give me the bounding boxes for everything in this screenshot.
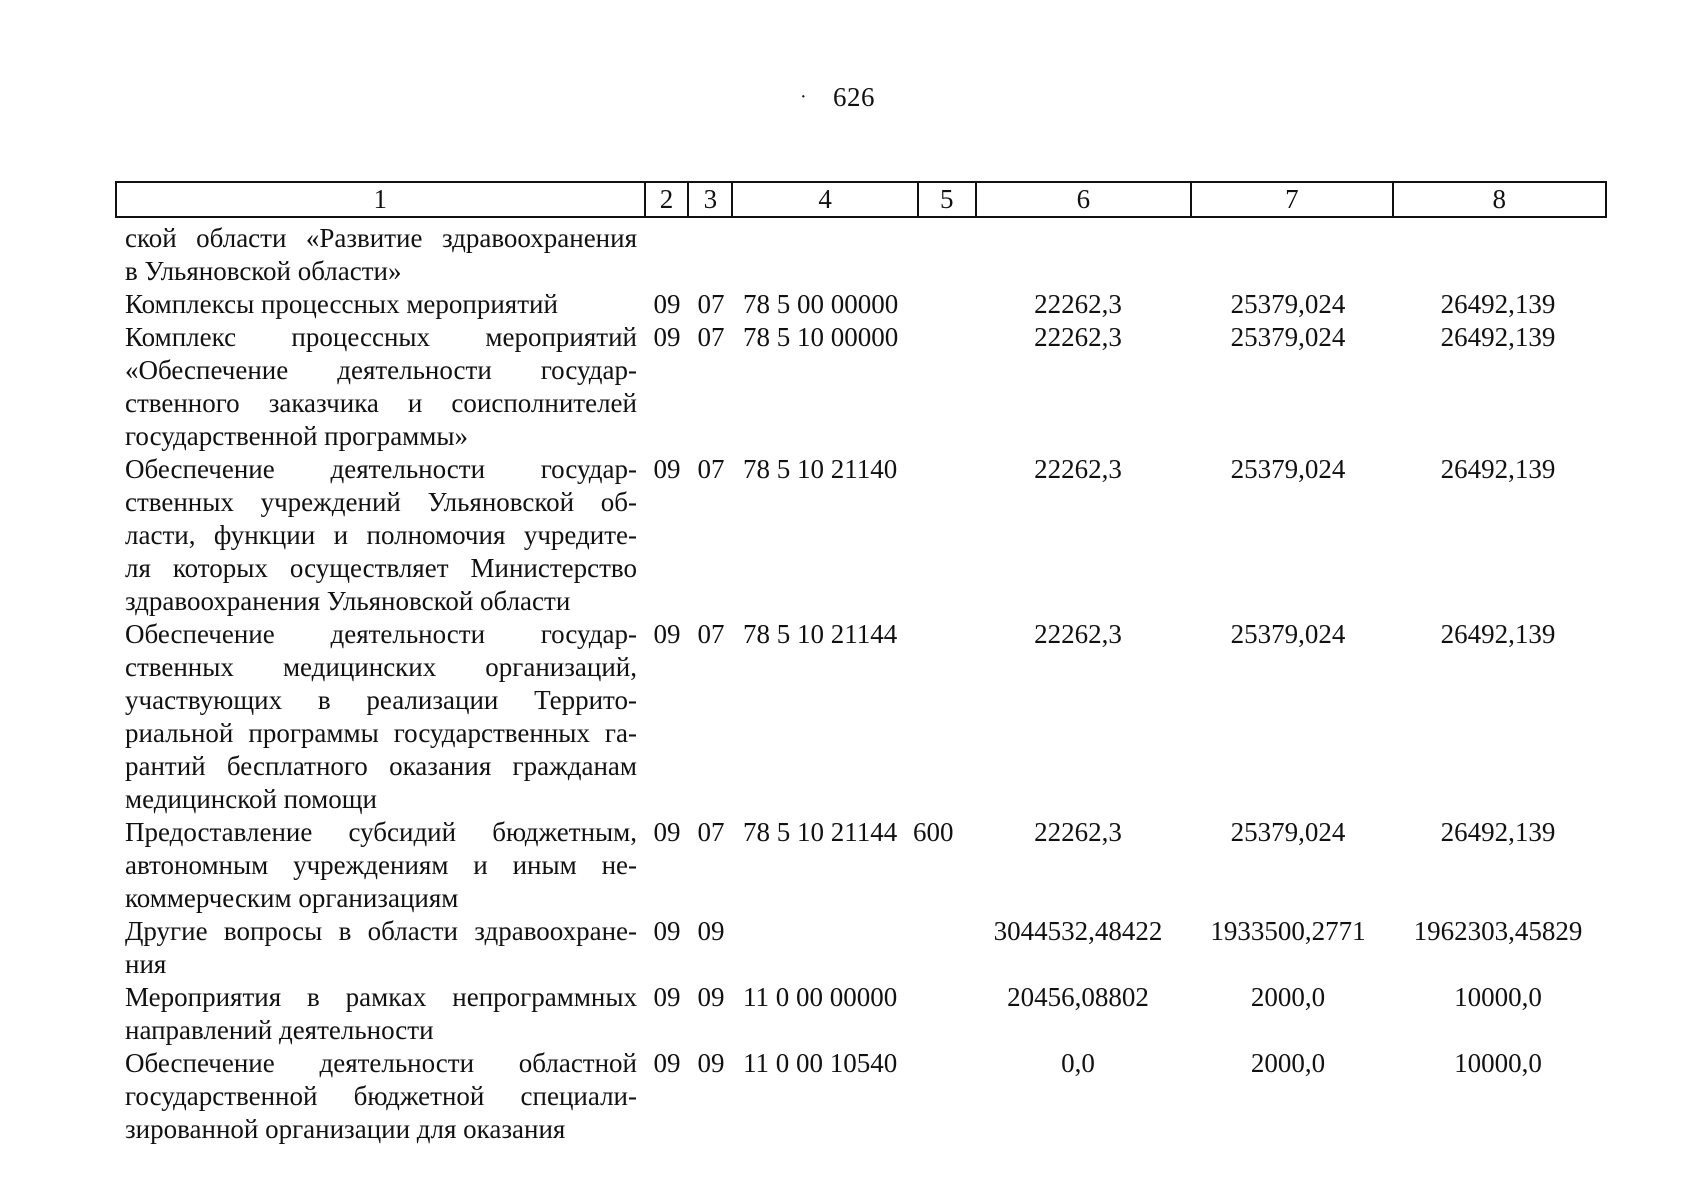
row-name-line: ля которых осуществляет Министерство (125, 553, 637, 583)
subsection-code: 07 (697, 454, 725, 484)
row-name-line: медицинской помощи (125, 784, 377, 814)
row-name-line: Предоставление субсидий бюджетным, (125, 817, 637, 847)
row-name-line: в Ульяновской области» (125, 256, 402, 286)
row-name-line: Комплекс процессных мероприятий (125, 322, 637, 352)
row-name-line: ственных медицинских организаций, (125, 652, 637, 682)
table-row (125, 816, 1615, 915)
amount-col-6: 0,0 (1061, 1048, 1095, 1078)
amount-col-6: 3044532,48422 (993, 916, 1163, 946)
section-code: 09 (653, 916, 681, 946)
row-name (125, 915, 645, 981)
target-article-code: 11 0 00 00000 (743, 982, 898, 1012)
header-col-6: 6 (977, 183, 1192, 216)
row-name (125, 321, 645, 453)
table-row (125, 1047, 1615, 1146)
row-name (125, 288, 645, 321)
amount-col-8: 26492,139 (1440, 454, 1556, 484)
section-code: 09 (653, 454, 681, 484)
target-article-code: 78 5 10 21140 (743, 454, 898, 484)
table-header (115, 181, 1607, 218)
section-code: 09 (653, 289, 681, 319)
target-article-code: 78 5 00 00000 (743, 289, 899, 319)
header-col-4: 4 (733, 183, 919, 216)
target-article-code: 78 5 10 21144 (743, 817, 898, 847)
row-name-line: рантий бесплатного оказания гражданам (125, 751, 637, 781)
row-name-line: Обеспечение деятельности областной (125, 1048, 637, 1078)
row-name-line: участвующих в реализации Террито- (125, 685, 637, 715)
amount-col-7: 1933500,2771 (1210, 916, 1366, 946)
amount-col-6: 22262,3 (1034, 817, 1122, 847)
page-number-dot: · (800, 86, 808, 108)
row-name (125, 816, 645, 915)
amount-col-7: 25379,024 (1230, 454, 1346, 484)
subsection-code: 07 (697, 322, 725, 352)
amount-col-8: 26492,139 (1440, 322, 1556, 352)
amount-col-6: 22262,3 (1034, 619, 1122, 649)
target-article-code: 11 0 00 10540 (743, 1048, 898, 1078)
subsection-code: 09 (697, 1048, 725, 1078)
table-row (125, 288, 1615, 321)
amount-col-6: 22262,3 (1034, 289, 1122, 319)
row-name-line: коммерческим организациям (125, 883, 459, 913)
table-row (125, 915, 1615, 981)
subsection-code: 09 (697, 916, 725, 946)
header-col-3: 3 (689, 183, 733, 216)
row-name (125, 981, 645, 1047)
amount-col-6: 20456,08802 (1007, 982, 1149, 1012)
amount-col-7: 2000,0 (1250, 1048, 1326, 1078)
amount-col-8: 10000,0 (1454, 982, 1542, 1012)
amount-col-8: 10000,0 (1454, 1048, 1542, 1078)
amount-col-8: 26492,139 (1440, 289, 1556, 319)
table-row (125, 222, 1615, 288)
subsection-code: 09 (697, 982, 725, 1012)
page-number (0, 82, 1696, 113)
amount-col-7: 25379,024 (1230, 817, 1346, 847)
row-name-line: ственных учреждений Ульяновской об- (125, 487, 637, 517)
header-col-2: 2 (646, 183, 690, 216)
amount-col-8: 26492,139 (1440, 619, 1556, 649)
row-name (125, 453, 645, 618)
row-name-line: ственного заказчика и соисполнителей (125, 388, 637, 418)
row-name-line: «Обеспечение деятельности государ- (125, 355, 637, 385)
row-name (125, 1047, 645, 1146)
row-name-line: Другие вопросы в области здравоохране- (125, 916, 637, 946)
amount-col-7: 2000,0 (1250, 982, 1326, 1012)
row-name-line: направлений деятельности (125, 1015, 434, 1045)
row-name-line: Обеспечение деятельности государ- (125, 619, 637, 649)
target-article-code: 78 5 10 21144 (743, 619, 898, 649)
section-code: 09 (653, 817, 681, 847)
row-name-line: риальной программы государственных га- (125, 718, 637, 748)
row-name (125, 222, 645, 288)
page-number-value: 626 (833, 82, 875, 112)
table-row (125, 321, 1615, 453)
row-name-line: здравоохранения Ульяновской области (125, 586, 571, 616)
section-code: 09 (653, 1048, 681, 1078)
row-name-line: ской области «Развитие здравоохранения (125, 223, 637, 253)
header-col-8: 8 (1492, 184, 1507, 214)
header-col-7: 7 (1192, 183, 1393, 216)
amount-col-7: 25379,024 (1230, 289, 1346, 319)
row-name-line: ния (125, 949, 167, 979)
table-row (125, 981, 1615, 1047)
target-article-code: 78 5 10 00000 (743, 322, 899, 352)
row-name (125, 618, 645, 816)
amount-col-6: 22262,3 (1034, 454, 1122, 484)
amount-col-7: 25379,024 (1230, 322, 1346, 352)
row-name-line: государственной бюджетной специали- (125, 1081, 637, 1111)
row-name-line: государственной программы» (125, 421, 468, 451)
amount-col-7: 25379,024 (1230, 619, 1346, 649)
table-body (125, 222, 1615, 1146)
section-code: 09 (653, 619, 681, 649)
amount-col-8: 26492,139 (1440, 817, 1556, 847)
table-row (125, 618, 1615, 816)
section-code: 09 (653, 982, 681, 1012)
subsection-code: 07 (697, 289, 725, 319)
amount-col-8: 1962303,45829 (1413, 916, 1583, 946)
expense-type-code: 600 (913, 817, 954, 847)
amount-col-6: 22262,3 (1034, 322, 1122, 352)
subsection-code: 07 (697, 619, 725, 649)
header-col-1: 1 (117, 183, 646, 216)
row-name-line: зированной организации для оказания (125, 1114, 566, 1144)
header-col-5: 5 (919, 183, 977, 216)
section-code: 09 (653, 322, 681, 352)
subsection-code: 07 (697, 817, 725, 847)
row-name-line: Мероприятия в рамках непрограммных (125, 982, 637, 1012)
row-name-line: Обеспечение деятельности государ- (125, 454, 637, 484)
row-name-line: автономным учреждениям и иным не- (125, 850, 637, 880)
table-row (125, 453, 1615, 618)
row-name-line: Комплексы процессных мероприятий (125, 289, 558, 319)
row-name-line: ласти, функции и полномочия учредите- (125, 520, 637, 550)
